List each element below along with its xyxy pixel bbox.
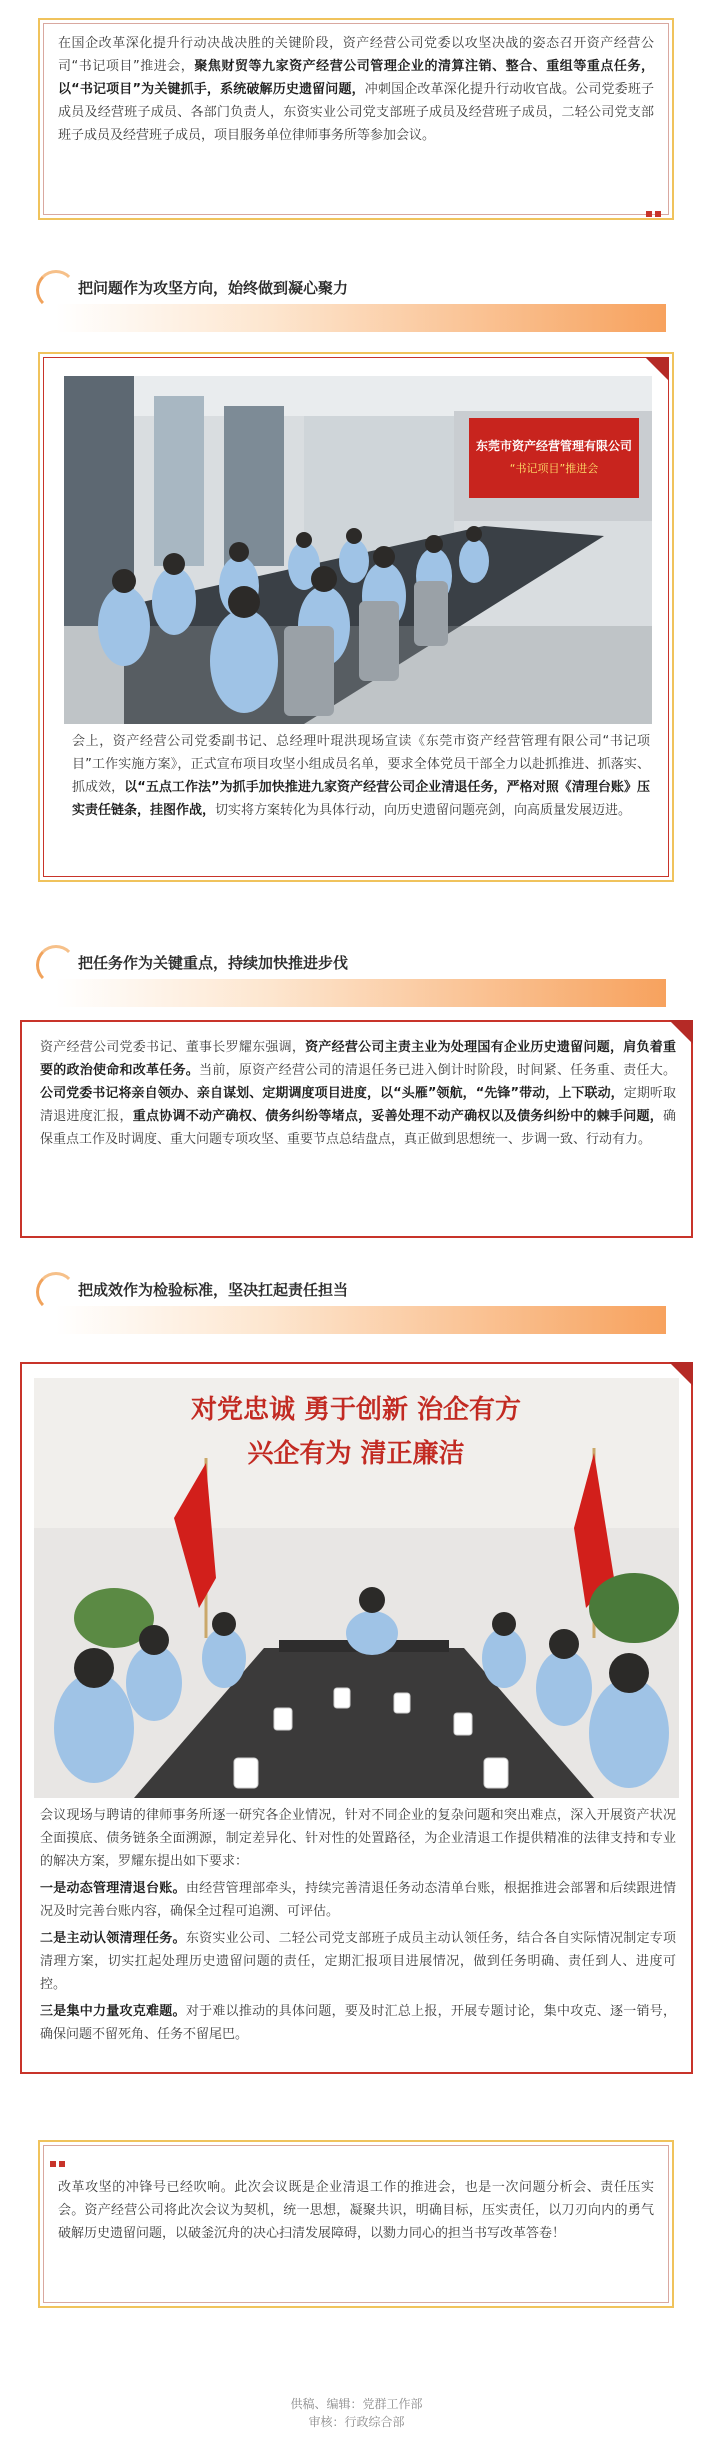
- intro-text-1: 在国企改革深化提升行动决战决胜的关键阶段，资产经营公司党委以攻坚决战的姿态召开资产经营公司“书记项目”推进会，: [58, 36, 654, 74]
- footer-editor: 供稿、编辑：党群工作部: [290, 2397, 423, 2411]
- closing-box: [38, 2140, 674, 2308]
- s3-bold-4: 三是集中力量攻克难题。: [40, 2004, 186, 2019]
- s2-text-1: 资产经营公司党委书记、董事长罗耀东强调，: [40, 1040, 306, 1055]
- wall-slogan-2: 兴企有为 清正廉洁: [247, 1439, 465, 1469]
- banner-line-1: 东莞市资产经营管理有限公司: [475, 439, 633, 453]
- section-title-1: 把问题作为攻坚方向，始终做到凝心聚力: [78, 279, 349, 297]
- corner-dots-decoration: [646, 202, 664, 208]
- section-title-2: 把任务作为关键重点，持续加快推进步伐: [78, 954, 349, 972]
- intro-paragraph: [58, 32, 654, 147]
- section-1-paragraph: [72, 730, 650, 822]
- intro-text-2: 冲刺国企改革深化提升行动收官战。公司党委班子成员及经营班子成员、各部门负责人，东资实业公司党支部班子成员及经营班子成员，二轻公司党支部班子成员及经营班子成员，项目服务单位律师事务所等参加会议。: [58, 82, 654, 143]
- section-header-1: [36, 270, 636, 312]
- section-header-3: [36, 1272, 636, 1314]
- s2-bold-3: 重点协调不动产确权、债务纠纷等堵点，妥善处理不动产确权以及债务纠纷中的棘手问题，: [132, 1109, 663, 1124]
- closing-paragraph: 改革攻坚的冲锋号已经吹响。此次会议既是企业清退工作的推进会，也是一次问题分析会、责任压实会。资产经营公司将此次会议为契机，统一思想，凝聚共识，明确目标，压实责任，以刀刃向内的勇气破解历史遗留问题，以破釜沉舟的决心扫清发展障碍，以勠力同心的担当书写改革答卷！: [58, 2180, 654, 2241]
- s2-text-3: 定期听取清退进度汇报，: [40, 1086, 676, 1124]
- s3-text-3: 东资实业公司、二轻公司党支部班子成员主动认领任务，结合各自实际情况制定专项清理方案，切实扛起处理历史遗留问题的责任，定期汇报项目进展情况，做到任务明确、责任到人、进度可控。: [40, 1931, 676, 1992]
- s3-paragraph-1: 会议现场与聘请的律师事务所逐一研究各企业情况，针对不同企业的复杂问题和突出难点，深入开展资产状况全面摸底、债务链条全面溯源，制定差异化、针对性的处置路径，为企业清退工作提供精准的法律支持和专业的解决方案，罗耀东提出如下要求：: [40, 1808, 676, 1869]
- footer-reviewer: 审核：行政综合部: [308, 2415, 405, 2429]
- s3-text-4: 对于难以推动的具体问题，要及时汇总上报，开展专题讨论，集中攻克、逐一销号，确保问题不留死角、任务不留尾巴。: [40, 2004, 676, 2042]
- section-1-box: [38, 352, 674, 882]
- section-2-box: [20, 1020, 693, 1238]
- s2-text-4: 确保重点工作及时调度、重大问题专项攻坚、重要节点总结盘点，真正做到思想统一、步调一致、行动有力。: [40, 1109, 676, 1147]
- corner-dots-decoration: [50, 2152, 68, 2158]
- intro-bold-1: 聚焦财贸等九家资产经营公司管理企业的清算注销、整合、重组等重点任务，以“书记项目”为关键抓手，系统破解历史遗留问题，: [58, 59, 654, 97]
- s3-paragraph-3: [40, 1927, 676, 1996]
- s3-bold-3: 二是主动认领清理任务。: [40, 1931, 186, 1946]
- screen-banner: [469, 418, 639, 498]
- section-3-text: [40, 1804, 676, 2046]
- banner-line-2: “书记项目”推进会: [509, 462, 599, 475]
- s3-paragraph-2: [40, 1877, 676, 1923]
- section-arc-icon: [36, 1272, 76, 1312]
- wall-slogan-1: 对党忠诚 勇于创新 治企有方: [190, 1395, 522, 1425]
- footer: [0, 2395, 713, 2431]
- s2-bold-2: 公司党委书记将亲自领办、亲自谋划、定期调度项目进度，以“头雁”领航，“先锋”带动，上下联动，: [40, 1086, 624, 1101]
- section-title-3: 把成效作为检验标准，坚决扛起责任担当: [78, 1281, 349, 1299]
- intro-box: [38, 18, 674, 220]
- intro-inner: [43, 23, 669, 215]
- s3-bold-2: 一是动态管理清退台账。: [40, 1881, 186, 1896]
- section-1-inner: [43, 357, 669, 877]
- section-gradient-bar: [56, 304, 666, 332]
- section-header-2: [36, 945, 636, 987]
- s1-bold-1: 以“五点工作法”为抓手加快推进九家资产经营公司企业清退任务，严格对照《清理台账》压实责任链条，挂图作战，: [72, 780, 650, 818]
- section-2-paragraph: [40, 1036, 676, 1151]
- s1-text-2: 切实将方案转化为具体行动，向历史遗留问题亮剑，向高质量发展迈进。: [215, 803, 632, 818]
- section-3-box: [20, 1362, 693, 2074]
- s2-text-2: 当前，原资产经营公司的清退任务已进入倒计时阶段，时间紧、任务重、责任大。: [199, 1063, 676, 1078]
- meeting-photo-2: [34, 1378, 679, 1798]
- section-arc-icon: [36, 270, 76, 310]
- s1-text-1: 会上，资产经营公司党委副书记、总经理叶琨洪现场宣读《东莞市资产经营管理有限公司“书记项目”工作实施方案》，正式宣布项目攻坚小组成员名单，要求全体党员干部全力以赴抓推进、抓落实、抓成效，: [72, 734, 650, 795]
- closing-inner: [43, 2145, 669, 2303]
- section-gradient-bar: [56, 979, 666, 1007]
- s3-text-2: 由经营管理部牵头，持续完善清退任务动态清单台账，根据推进会部署和后续跟进情况及时完善台账内容，确保全过程可追溯、可评估。: [40, 1881, 676, 1919]
- section-arc-icon: [36, 945, 76, 985]
- meeting-photo-1: [64, 376, 652, 724]
- s3-paragraph-4: [40, 2000, 676, 2046]
- s2-bold-1: 资产经营公司主责主业为处理国有企业历史遗留问题，肩负着重要的政治使命和改革任务。: [40, 1040, 676, 1078]
- section-gradient-bar: [56, 1306, 666, 1334]
